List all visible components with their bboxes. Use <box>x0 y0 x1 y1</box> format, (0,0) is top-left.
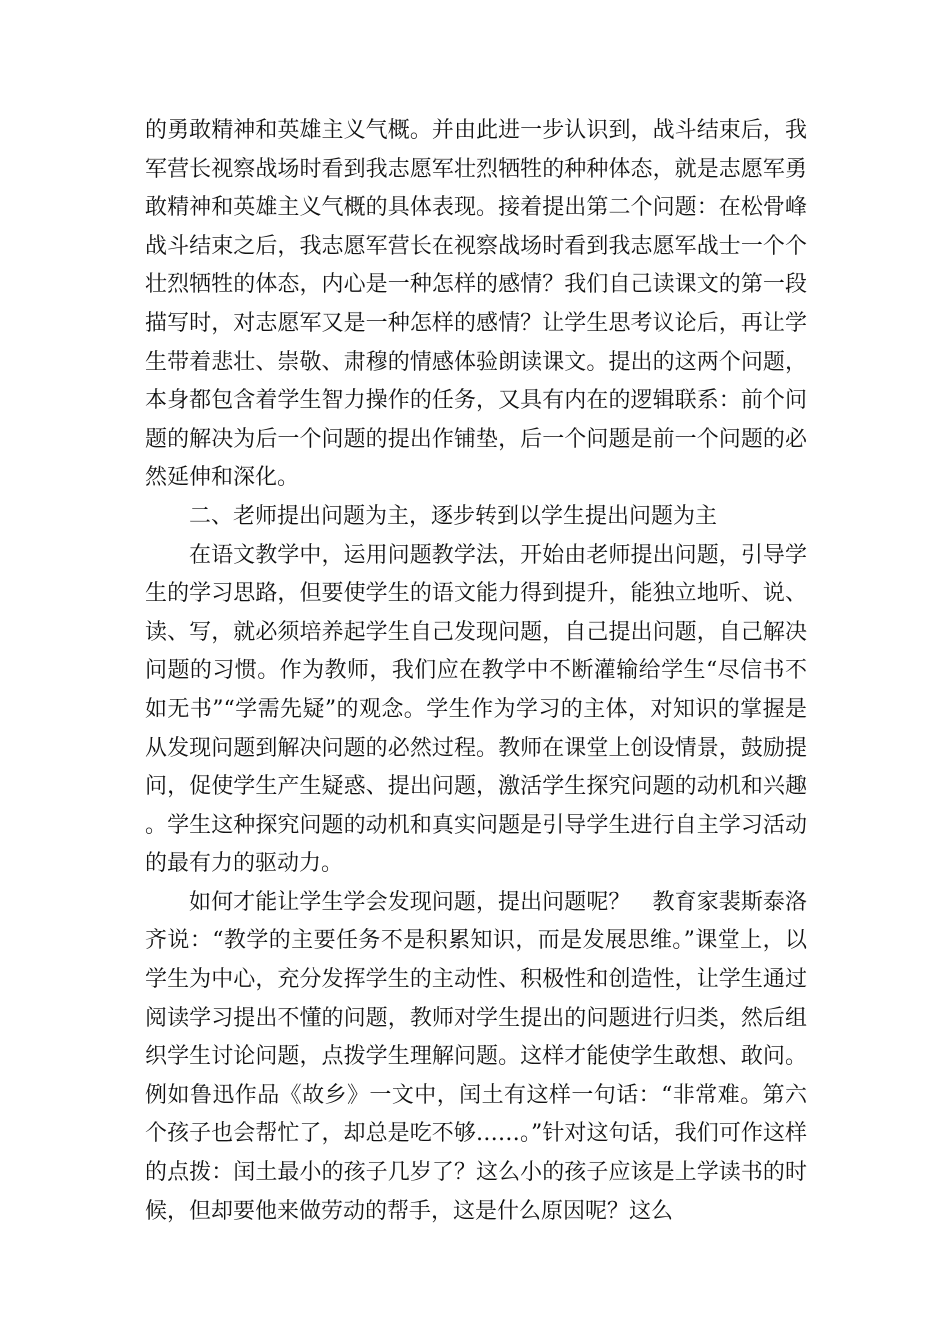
document-body <box>145 112 807 1231</box>
section-heading: 二、老师提出问题为主，逐步转到以学生提出问题为主 <box>189 503 718 529</box>
paragraph-continuation: 的勇敢精神和英雄主义气概。并由此进一步认识到，战斗结束后，我军营长视察战场时看到我志愿军壮烈牺牲的种种体态，就是志愿军勇敢精神和英雄主义气概的具体表现。接着提出第二个问题：在松骨峰战斗结束之后，我志愿军营长在视察战场时看到我志愿军战士一个个壮烈牺牲的体态，内心是一种怎样的感情？我们自己读课文的第一段描写时，对志愿军又是一种怎样的感情？让学生思考议论后，再让学生带着悲壮、崇敬、肃穆的情感体验朗读课文。提出的这两个问题，本身都包含着学生智力操作的任务，又具有内在的逻辑联系：前个问题的解决为后一个问题的提出作铺垫，后一个问题是前一个问题的必然延伸和深化。 <box>145 118 807 491</box>
paragraph-problem-teaching: 在语文教学中，运用问题教学法，开始由老师提出问题，引导学生的学习思路，但要使学生的语文能力得到提升，能独立地听、说、读、写，就必须培养起学生自己发现问题，自己提出问题，自己解决问题的习惯。作为教师，我们应在教学中不断灌输给学生“尽信书不如无书”“学需先疑”的观念。学生作为学习的主体，对知识的掌握是从发现问题到解决问题的必然过程。教师在课堂上创设情景，鼓励提问，促使学生产生疑惑、提出问题，激活学生探究问题的动机和兴趣。学生这种探究问题的动机和真实问题是引导学生进行自主学习活动的最有力的驱动力。 <box>145 542 807 877</box>
paragraph-student-questions: 如何才能让学生学会发现问题，提出问题呢？ 教育家裴斯泰洛齐说：“教学的主要任务不是积累知识，而是发展思维。”课堂上，以学生为中心，充分发挥学生的主动性、积极性和创造性，让学生通过阅读学习提出不懂的问题，教师对学生提出的问题进行归类，然后组织学生讨论问题，点拨学生理解问题。这样才能使学生敢想、敢问。例如鲁迅作品《故乡》一文中，闰土有这样一句话：“非常难。第六个孩子也会帮忙了，却总是吃不够……。”针对这句话，我们可作这样的点拨：闰土最小的孩子几岁了？这么小的孩子应该是上学读书的时候，但却要他来做劳动的帮手，这是什么原因呢？这么 <box>145 889 807 1224</box>
